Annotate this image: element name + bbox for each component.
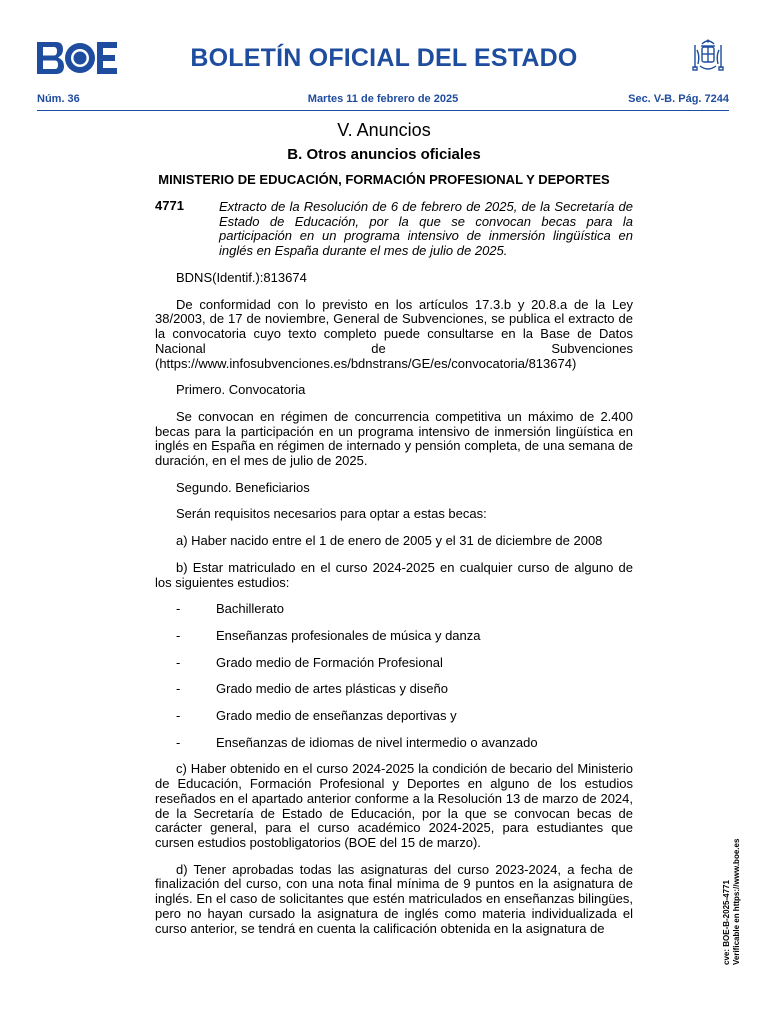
requirement-c: c) Haber obtenido en el curso 2024-2025 la condición de becario del Ministerio de Educación, Formación Profesional y Deportes en alguno de los estudios reseñados en el apartado anterior conforme a la Resolución 13 de marzo de 2024, de la Secretaría de Estado de Educación, por la que se convocan becas de carácter general, para el curso académico 2024-2025, para estudiantes que cursen estudios postobligatorios (BOE del 15 de marzo). bbox=[155, 761, 633, 850]
list-item bbox=[155, 602, 633, 617]
announcement-extract: Extracto de la Resolución de 6 de febrero de 2025, de la Secretaría de Estado de Educación, por la que se convocan becas para la participación en un programa intensivo de inmersión lingüística en inglés en España durante el mes de julio de 2025. bbox=[219, 199, 633, 258]
requirement-a: a) Haber nacido entre el 1 de enero de 2005 y el 31 de diciembre de 2008 bbox=[176, 533, 603, 549]
issue-date: Martes 11 de febrero de 2025 bbox=[307, 93, 459, 105]
dash-bullet: - bbox=[176, 627, 181, 643]
bdns-id: BDNS(Identif.):813674 bbox=[176, 270, 307, 285]
section-page: Sec. V-B. Pág. 7244 bbox=[628, 93, 729, 105]
list-item bbox=[155, 736, 633, 751]
announcement-number: 4771 bbox=[155, 198, 184, 213]
dash-bullet: - bbox=[176, 601, 181, 617]
requirement-b: b) Estar matriculado en el curso 2024-2025 en cualquier curso de alguno de los siguientes estudios: bbox=[155, 559, 633, 590]
section-subtitle: B. Otros anuncios oficiales bbox=[287, 146, 481, 163]
dash-bullet: - bbox=[176, 681, 181, 697]
coat-of-arms-icon bbox=[688, 36, 728, 76]
verify-link[interactable]: Verificable en https://www.boe.es bbox=[731, 838, 741, 965]
second-heading: Segundo. Beneficiarios bbox=[176, 479, 310, 495]
list-item bbox=[155, 656, 633, 671]
first-paragraph: Se convocan en régimen de concurrencia competitiva un máximo de 2.400 becas para la participación en un programa intensivo de inmersión lingüística en inglés en España en régimen de internado y pensión completa, de una semana de duración, en el mes de julio de 2025. bbox=[155, 408, 633, 469]
dash-bullet: - bbox=[176, 708, 181, 724]
study-label: Grado medio de artes plásticas y diseño bbox=[216, 681, 448, 697]
study-label: Enseñanzas de idiomas de nivel intermedio o avanzado bbox=[216, 734, 538, 750]
list-item bbox=[155, 682, 633, 697]
study-label: Bachillerato bbox=[216, 601, 284, 617]
cve-code: cve: BOE-B-2025-4771 bbox=[722, 880, 731, 965]
announcement-body bbox=[155, 271, 633, 948]
requirements-intro: Serán requisitos necesarios para optar a estas becas: bbox=[176, 506, 487, 522]
issue-number: Núm. 36 bbox=[37, 93, 80, 105]
dash-bullet: - bbox=[176, 654, 181, 670]
intro-paragraph: De conformidad con lo previsto en los artículos 17.3.b y 20.8.a de la Ley 38/2003, de 17 de noviembre, General de Subvenciones, se publica el extracto de la convocatoria cuyo texto completo puede consultarse en la Base de Datos Nacional de Subvenciones (https://www.infosubvenciones.es/bdnstrans/GE/es/convocatoria/813674) bbox=[155, 296, 633, 371]
ministry-name: MINISTERIO DE EDUCACIÓN, FORMACIÓN PROFESIONAL Y DEPORTES bbox=[158, 172, 610, 187]
list-item bbox=[155, 629, 633, 644]
study-label: Grado medio de enseñanzas deportivas y bbox=[216, 708, 457, 724]
boe-logo bbox=[37, 42, 117, 74]
study-label: Grado medio de Formación Profesional bbox=[216, 654, 443, 670]
section-title: V. Anuncios bbox=[337, 120, 431, 140]
header-rule bbox=[37, 110, 729, 111]
dash-bullet: - bbox=[176, 734, 181, 750]
study-label: Enseñanzas profesionales de música y danza bbox=[216, 627, 481, 643]
list-item bbox=[155, 709, 633, 724]
first-heading: Primero. Convocatoria bbox=[176, 382, 306, 398]
bulletin-title: BOLETÍN OFICIAL DEL ESTADO bbox=[190, 44, 578, 72]
requirement-d: d) Tener aprobadas todas las asignaturas del curso 2023-2024, a fecha de finalización del curso, con una nota final mínima de 9 puntos en la asignatura de inglés. En el caso de solicitantes que estén matriculados en enseñanzas bilingües, pero no hayan cursado la asignatura de inglés como materia individualizada el curso anterior, se tendrá en cuenta la calificación obtenida en la asignatura de bbox=[155, 861, 633, 936]
verification-note bbox=[722, 839, 741, 965]
